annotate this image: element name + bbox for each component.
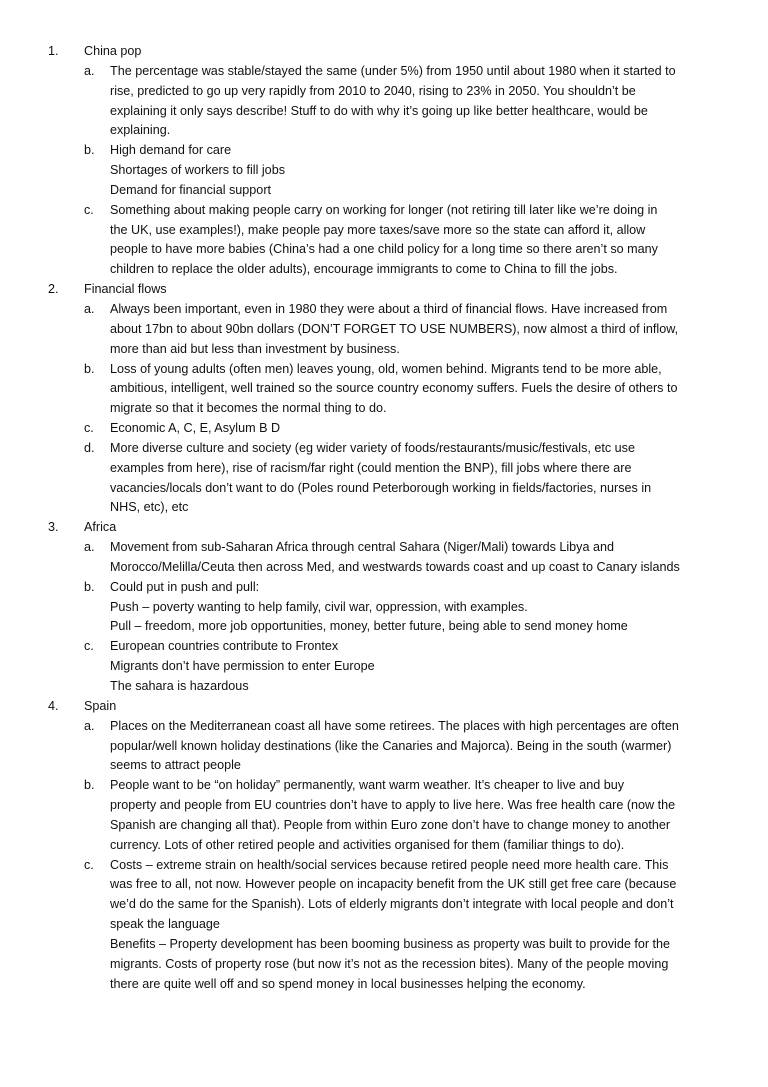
text-line: we’d do the same for the Spanish). Lots of elderly migrants don’t integrate with local people and don’t [110, 897, 674, 912]
text-line: People want to be “on holiday” permanently, want warm weather. It’s cheaper to live and buy [110, 778, 625, 793]
text-line: currency. Lots of other retired people and activities organised for them (familiar things to do). [110, 837, 625, 852]
text-line: Push – poverty wanting to help family, civil war, oppression, with examples. [110, 599, 528, 614]
item-letter: a. [84, 301, 95, 316]
text-line: Places on the Mediterranean coast all have some retirees. The places with high percentages are often [110, 718, 679, 733]
text-line: Spanish are changing all that). People from within Euro zone don’t have to change money to another [110, 817, 671, 832]
text-line: Costs – extreme strain on health/social services because retired people need more health care. This [110, 857, 669, 872]
item-text [110, 62, 710, 141]
item-text [110, 637, 710, 697]
text-line: European countries contribute to Frontex [110, 639, 339, 654]
text-line: Benefits – Property development has been booming business as property was built to provide for the [110, 936, 671, 951]
section-title: Spain [84, 698, 117, 713]
item-letter: c. [84, 857, 94, 872]
text-line: migrants. Costs of property rose (but now it’s not as the recession bites). Many of the people moving [110, 956, 669, 971]
text-line: Shortages of workers to fill jobs [110, 163, 285, 178]
item-letter: b. [84, 579, 95, 594]
item-letter: b. [84, 361, 95, 376]
outline-item [84, 856, 710, 995]
outline-item [84, 141, 710, 201]
outline-section [48, 280, 710, 518]
text-line: speak the language [110, 917, 220, 932]
text-line: Movement from sub-Saharan Africa through central Sahara (Niger/Mali) towards Libya and [110, 540, 614, 555]
item-letter: d. [84, 440, 95, 455]
item-letter: a. [84, 63, 95, 78]
section-number: 4. [48, 698, 59, 713]
section-body [84, 280, 710, 518]
text-line: children to replace the older adults), encourage immigrants to come to China to fill the jobs. [110, 262, 618, 277]
section-title: Africa [84, 520, 117, 535]
item-text [110, 360, 710, 420]
text-line: about 17bn to about 90bn dollars (DON’T FORGET TO USE NUMBERS), now almost a third of inflow, [110, 321, 679, 336]
outline-item [84, 776, 710, 855]
text-line: Demand for financial support [110, 182, 272, 197]
text-line: Loss of young adults (often men) leaves young, old, women behind. Migrants tend to be more able, [110, 361, 662, 376]
outline-item [84, 360, 710, 420]
section-body [84, 518, 710, 697]
outline-item [84, 578, 710, 638]
text-line: Always been important, even in 1980 they were about a third of financial flows. Have increased from [110, 301, 668, 316]
outline-section [48, 42, 710, 280]
item-text [110, 856, 710, 995]
item-text [110, 201, 710, 280]
item-letter: b. [84, 143, 95, 158]
text-line: explaining. [110, 123, 171, 138]
text-line: there are quite well off and so spend money in local businesses helping the economy. [110, 976, 586, 991]
text-line: seems to attract people [110, 758, 241, 773]
text-line: Could put in push and pull: [110, 579, 260, 594]
text-line: people to have more babies (China’s had a one child policy for a long time so there aren’t so many [110, 242, 658, 257]
text-line: vacancies/locals don’t want to do (Poles round Peterborough working in fields/factories, nurses in [110, 480, 652, 495]
text-line: High demand for care [110, 143, 232, 158]
outline-item [84, 419, 710, 439]
text-line: explaining it only says describe! Stuff to do with why it’s going up like better healthcare, would be [110, 103, 648, 118]
text-line: Economic A, C, E, Asylum B D [110, 421, 281, 436]
item-letter: c. [84, 202, 94, 217]
outline-item [84, 717, 710, 777]
item-text [110, 439, 710, 518]
item-text [110, 717, 710, 777]
item-letter: a. [84, 718, 95, 733]
item-text [110, 419, 710, 439]
section-title: China pop [84, 44, 142, 58]
text-line: More diverse culture and society (eg wider variety of foods/restaurants/music/festivals, etc use [110, 440, 635, 455]
text-line: Pull – freedom, more job opportunities, money, better future, being able to send money home [110, 619, 628, 634]
item-text [110, 776, 710, 855]
outline-section [48, 697, 710, 995]
text-line: more than aid but less than investment by business. [110, 341, 400, 356]
item-text [110, 141, 710, 201]
text-line: ambitious, intelligent, well trained so the source country economy suffers. Fuels the desire of others to [110, 381, 678, 396]
text-line: was free to all, not now. However people on incapacity benefit from the UK still get free care (because [110, 877, 677, 892]
item-text [110, 538, 710, 578]
text-line: NHS, etc), etc [110, 500, 189, 515]
item-text [110, 578, 710, 638]
text-line: property and people from EU countries don’t have to apply to live here. Was free health care (now the [110, 798, 676, 813]
section-number: 2. [48, 282, 59, 297]
section-body [84, 697, 710, 995]
outline-item [84, 439, 710, 518]
text-line: Morocco/Melilla/Ceuta then across Med, and westwards towards coast and up coast to Canary islands [110, 559, 680, 574]
section-body [84, 42, 710, 280]
outline-item [84, 300, 710, 360]
text-line: popular/well known holiday destinations (like the Canaries and Majorca). Being in the south (warmer) [110, 738, 672, 753]
outline-item [84, 62, 710, 141]
text-line: examples from here), rise of racism/far right (could mention the BNP), fill jobs where there are [110, 460, 632, 475]
text-line: migrate so that it becomes the normal thing to do. [110, 401, 387, 416]
text-line: rise, predicted to go up very rapidly from 2010 to 2040, rising to 23% in 2050. You shouldn’t be [110, 83, 636, 98]
item-letter: b. [84, 778, 95, 793]
outline-item [84, 538, 710, 578]
section-number: 3. [48, 520, 59, 535]
text-line: Migrants don’t have permission to enter Europe [110, 659, 375, 674]
item-letter: c. [84, 639, 94, 654]
text-line: Something about making people carry on working for longer (not retiring till later like we’re doing in [110, 202, 658, 217]
text-line: the UK, use examples!), make people pay more taxes/save more so the state can afford it, allow [110, 222, 646, 237]
outline-item [84, 637, 710, 697]
section-title: Financial flows [84, 282, 167, 297]
outline-section [48, 518, 710, 697]
outline-item [84, 201, 710, 280]
item-letter: c. [84, 421, 94, 436]
text-line: The sahara is hazardous [110, 679, 249, 693]
item-letter: a. [84, 540, 95, 555]
section-number: 1. [48, 44, 59, 58]
item-text [110, 300, 710, 360]
text-line: The percentage was stable/stayed the same (under 5%) from 1950 until about 1980 when it started to [110, 63, 676, 78]
